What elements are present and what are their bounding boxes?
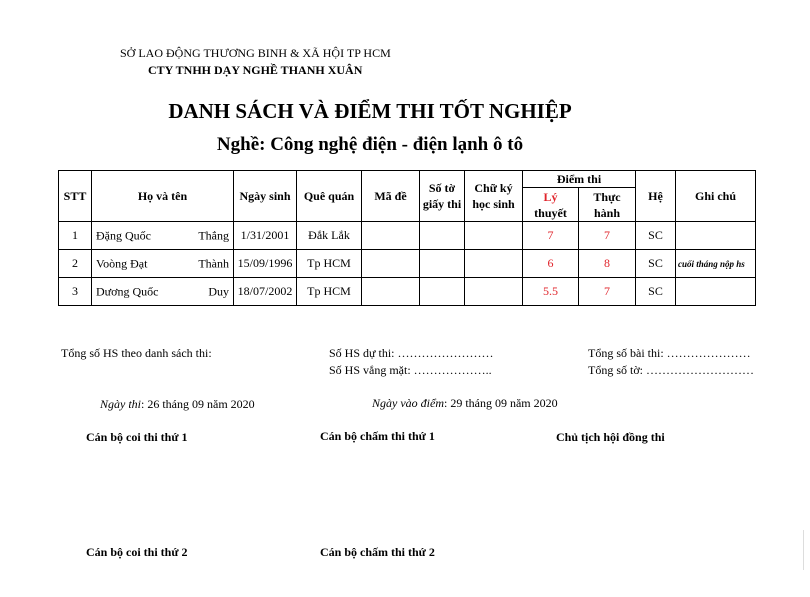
header-sheets-line1: Số tờ — [428, 181, 456, 195]
cell-last-name: Đặng Quốc — [96, 228, 151, 242]
cell-signature — [465, 250, 523, 278]
cell-theory: 7 — [523, 222, 579, 250]
cell-note — [676, 278, 756, 306]
header-stt: STT — [59, 171, 92, 222]
signature-grader-1: Cán bộ chấm thi thứ 1 — [320, 429, 435, 443]
cell-name — [92, 222, 234, 250]
header-theory-line2: thuyết — [534, 205, 567, 220]
cell-note — [676, 222, 756, 250]
header-dob: Ngày sinh — [234, 171, 297, 222]
cell-hometown: Tp HCM — [297, 250, 362, 278]
total-students-label: Tổng số HS theo danh sách thi: — [61, 346, 212, 360]
table-row — [59, 278, 756, 306]
total-sheets: Tổng số tờ: ……………………… — [588, 363, 755, 377]
cell-stt: 3 — [59, 278, 92, 306]
header-notes: Ghi chú — [676, 171, 756, 222]
header-system: Hệ — [636, 171, 676, 222]
header-hometown: Quê quán — [297, 171, 362, 222]
cell-hometown: Tp HCM — [297, 278, 362, 306]
cell-system: SC — [636, 222, 676, 250]
header-theory — [523, 188, 579, 222]
exam-date-value: : 26 tháng 09 năm 2020 — [141, 397, 255, 411]
signature-grader-2: Cán bộ chấm thi thứ 2 — [320, 545, 435, 559]
cell-system: SC — [636, 278, 676, 306]
document-subtitle: Nghề: Công nghệ điện - điện lạnh ô tô — [216, 134, 524, 155]
cell-first-name: Duy — [208, 284, 229, 298]
cell-system: SC — [636, 250, 676, 278]
cell-name — [92, 250, 234, 278]
cell-stt: 2 — [59, 250, 92, 278]
header-scores: Điểm thi — [523, 171, 636, 188]
header-signature-line2: học sinh — [472, 197, 515, 211]
cell-first-name: Thành — [198, 256, 229, 270]
cell-last-name: Dương Quốc — [96, 284, 159, 298]
cell-hometown: Đắk Lắk — [297, 222, 362, 250]
header-name: Họ và tên — [92, 171, 234, 222]
org-line-1: SỞ LAO ĐỘNG THƯƠNG BINH & XÃ HỘI TP HCM — [120, 46, 391, 60]
cell-code — [362, 222, 420, 250]
exam-date-label: Ngày thi — [100, 397, 141, 411]
cell-note: cuối tháng nộp hs — [676, 250, 756, 278]
cell-code — [362, 250, 420, 278]
cell-sheets — [420, 278, 465, 306]
grading-date-value: : 29 tháng 09 năm 2020 — [443, 396, 558, 410]
cell-last-name: Voòng Đạt — [96, 256, 148, 270]
score-table — [58, 170, 756, 306]
header-signature — [465, 171, 523, 222]
header-theory-line1: Lý — [543, 189, 558, 204]
header-practice-line2: hành — [593, 205, 621, 220]
signature-proctor-1: Cán bộ coi thi thứ 1 — [86, 430, 188, 444]
cell-practice: 7 — [579, 222, 636, 250]
cell-name — [92, 278, 234, 306]
document-title: DANH SÁCH VÀ ĐIỂM THI TỐT NGHIỆP — [168, 99, 572, 123]
cell-dob: 18/07/2002 — [234, 278, 297, 306]
absent-count: Số HS vắng mặt: ……………….. — [329, 363, 492, 377]
table-row — [59, 222, 756, 250]
present-count: Số HS dự thi: …………………… — [329, 346, 494, 360]
header-sheets — [420, 171, 465, 222]
signature-proctor-2: Cán bộ coi thi thứ 2 — [86, 545, 188, 559]
grading-date-label: Ngày vào điểm — [372, 396, 444, 410]
cell-signature — [465, 278, 523, 306]
signature-chair: Chủ tịch hội đồng thi — [556, 430, 665, 444]
cell-stt: 1 — [59, 222, 92, 250]
cell-signature — [465, 222, 523, 250]
header-practice-line1: Thực — [593, 189, 621, 204]
cell-dob: 1/31/2001 — [234, 222, 297, 250]
grading-date — [372, 396, 558, 411]
header-code: Mã đề — [362, 171, 420, 222]
cell-sheets — [420, 222, 465, 250]
cell-theory: 6 — [523, 250, 579, 278]
header-practice — [579, 188, 636, 222]
org-line-2: CTY TNHH DẠY NGHỀ THANH XUÂN — [148, 63, 363, 77]
cell-practice: 8 — [579, 250, 636, 278]
cell-code — [362, 278, 420, 306]
page-edge-divider — [803, 530, 810, 570]
cell-sheets — [420, 250, 465, 278]
header-sheets-line2: giấy thi — [422, 197, 462, 211]
cell-practice: 7 — [579, 278, 636, 306]
cell-theory: 5.5 — [523, 278, 579, 306]
cell-first-name: Thắng — [198, 228, 229, 242]
table-row — [59, 250, 756, 278]
cell-dob: 15/09/1996 — [234, 250, 297, 278]
total-papers: Tổng số bài thi: ………………… — [588, 346, 751, 360]
header-signature-line1: Chữ ký — [474, 181, 513, 195]
exam-date — [100, 397, 255, 412]
